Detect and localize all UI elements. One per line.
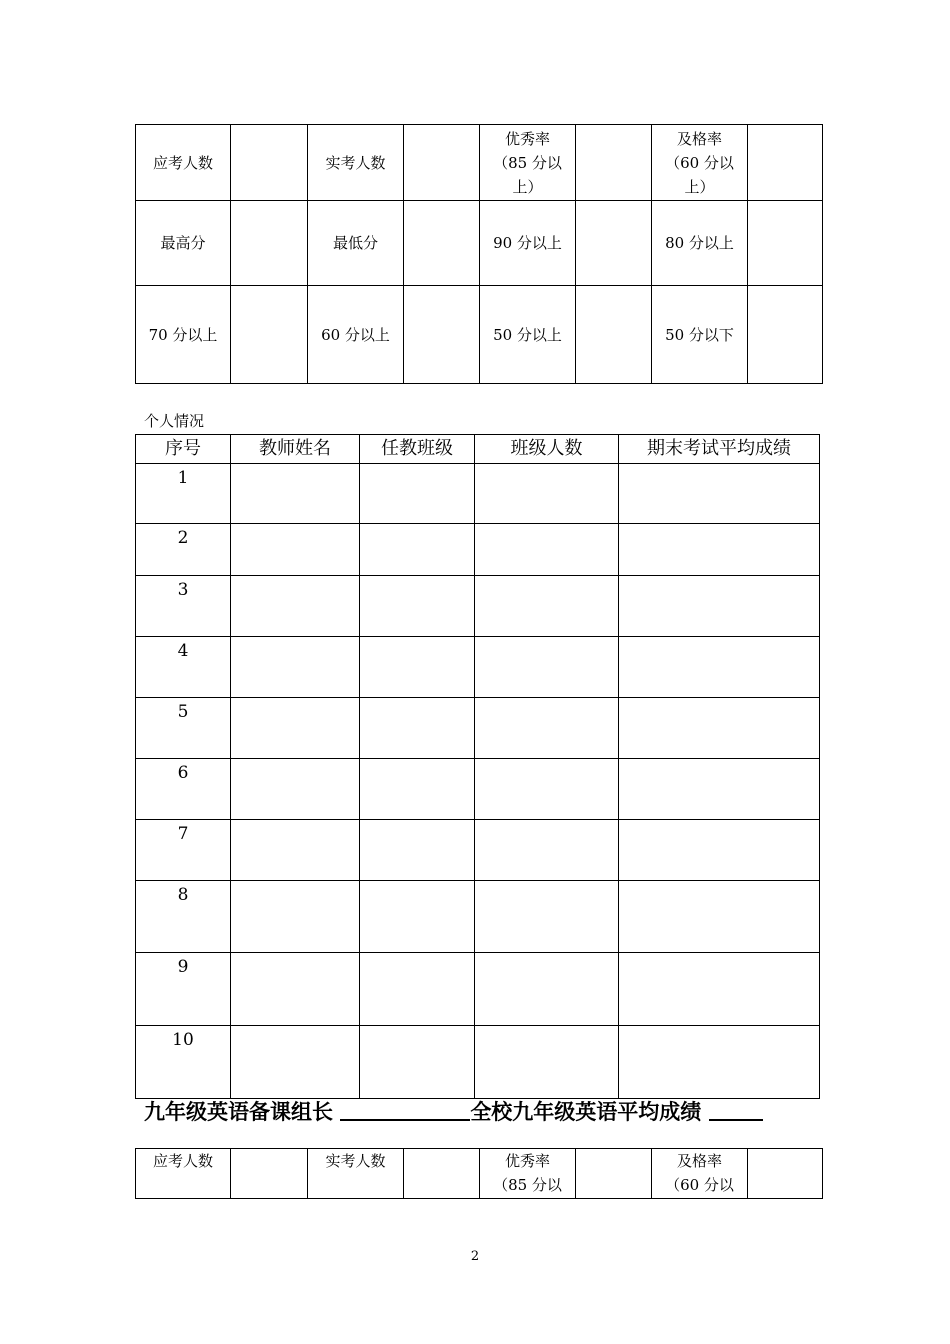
table-row (136, 698, 820, 759)
row-seq: 8 (136, 881, 231, 953)
table-row (136, 637, 820, 698)
expected-count-label: 应考人数 (136, 125, 231, 201)
above-80-value (748, 201, 823, 286)
class-cell (360, 524, 475, 576)
row-seq: 10 (136, 1026, 231, 1099)
table-row (136, 1026, 820, 1099)
below-50-label: 50 分以下 (652, 286, 748, 384)
class-cell (360, 1026, 475, 1099)
teacher-name-cell (231, 953, 360, 1026)
teacher-name-cell (231, 698, 360, 759)
table-header-row (136, 435, 820, 464)
class-cell (360, 464, 475, 524)
class-size-cell (475, 576, 619, 637)
expected-count-label: 应考人数 (136, 1149, 231, 1199)
above-90-value (576, 201, 652, 286)
pass-rate-value (748, 1149, 823, 1199)
lowest-score-value (404, 201, 480, 286)
table-row (136, 464, 820, 524)
teacher-name-cell (231, 576, 360, 637)
personal-section-label: 个人情况 (144, 412, 205, 430)
teacher-name-cell (231, 759, 360, 820)
stats2-row-1 (136, 1149, 823, 1199)
highest-score-value (231, 201, 308, 286)
pass-rate-value (748, 125, 823, 201)
stats-row-1 (136, 125, 823, 201)
row-seq: 5 (136, 698, 231, 759)
average-cell (619, 1026, 820, 1099)
class-cell (360, 820, 475, 881)
teacher-name-cell (231, 820, 360, 881)
class-size-cell (475, 464, 619, 524)
table-row (136, 953, 820, 1026)
pass-rate-label: 及格率 （60 分以 (652, 1149, 748, 1199)
class-size-cell (475, 1026, 619, 1099)
average-cell (619, 464, 820, 524)
class-size-cell (475, 759, 619, 820)
group-leader-label: 九年级英语备课组长 (144, 1099, 333, 1124)
average-cell (619, 820, 820, 881)
page-number: 2 (470, 1249, 480, 1264)
average-cell (619, 881, 820, 953)
teacher-name-cell (231, 637, 360, 698)
lowest-score-label: 最低分 (308, 201, 404, 286)
class-size-cell (475, 881, 619, 953)
teacher-personal-table (135, 434, 820, 1099)
row-seq: 4 (136, 637, 231, 698)
class-size-cell (475, 524, 619, 576)
above-50-label: 50 分以上 (480, 286, 576, 384)
header-class-size: 班级人数 (475, 435, 619, 464)
expected-count-value (231, 125, 308, 201)
excellent-rate-label: 优秀率 （85 分以 上） (480, 125, 576, 201)
class-cell (360, 759, 475, 820)
above-70-value (231, 286, 308, 384)
class-cell (360, 637, 475, 698)
teacher-name-cell (231, 1026, 360, 1099)
teacher-name-cell (231, 464, 360, 524)
excellent-rate-value (576, 125, 652, 201)
table-row (136, 576, 820, 637)
stats-row-3 (136, 286, 823, 384)
average-cell (619, 576, 820, 637)
school-average-blank[interactable] (709, 1097, 763, 1121)
actual-count-label: 实考人数 (308, 125, 404, 201)
average-cell (619, 637, 820, 698)
class-cell (360, 576, 475, 637)
class-size-cell (475, 953, 619, 1026)
expected-count-value (231, 1149, 308, 1199)
class-size-cell (475, 698, 619, 759)
above-80-label: 80 分以上 (652, 201, 748, 286)
above-50-value (576, 286, 652, 384)
row-seq: 7 (136, 820, 231, 881)
class-cell (360, 881, 475, 953)
row-seq: 2 (136, 524, 231, 576)
header-seq: 序号 (136, 435, 231, 464)
excellent-rate-label: 优秀率 （85 分以 (480, 1149, 576, 1199)
above-60-label: 60 分以上 (308, 286, 404, 384)
above-90-label: 90 分以上 (480, 201, 576, 286)
class-size-cell (475, 637, 619, 698)
header-final-average: 期末考试平均成绩 (619, 435, 820, 464)
highest-score-label: 最高分 (136, 201, 231, 286)
actual-count-label: 实考人数 (308, 1149, 404, 1199)
row-seq: 9 (136, 953, 231, 1026)
row-seq: 6 (136, 759, 231, 820)
header-teacher-name: 教师姓名 (231, 435, 360, 464)
below-50-value (748, 286, 823, 384)
table-row (136, 820, 820, 881)
pass-rate-label: 及格率 （60 分以 上） (652, 125, 748, 201)
average-cell (619, 524, 820, 576)
table-row (136, 881, 820, 953)
average-cell (619, 698, 820, 759)
above-60-value (404, 286, 480, 384)
grade-statistics-table-2 (135, 1148, 823, 1199)
actual-count-value (404, 125, 480, 201)
group-leader-blank[interactable] (340, 1097, 470, 1121)
row-seq: 3 (136, 576, 231, 637)
school-average-label: 全校九年级英语平均成绩 (470, 1099, 702, 1124)
class-cell (360, 698, 475, 759)
row-seq: 1 (136, 464, 231, 524)
summary-line (144, 1097, 763, 1126)
excellent-rate-value (576, 1149, 652, 1199)
class-size-cell (475, 820, 619, 881)
table-row (136, 759, 820, 820)
actual-count-value (404, 1149, 480, 1199)
grade-statistics-table (135, 124, 823, 384)
teacher-name-cell (231, 524, 360, 576)
average-cell (619, 759, 820, 820)
stats-row-2 (136, 201, 823, 286)
header-class: 任教班级 (360, 435, 475, 464)
average-cell (619, 953, 820, 1026)
above-70-label: 70 分以上 (136, 286, 231, 384)
teacher-name-cell (231, 881, 360, 953)
class-cell (360, 953, 475, 1026)
table-row (136, 524, 820, 576)
